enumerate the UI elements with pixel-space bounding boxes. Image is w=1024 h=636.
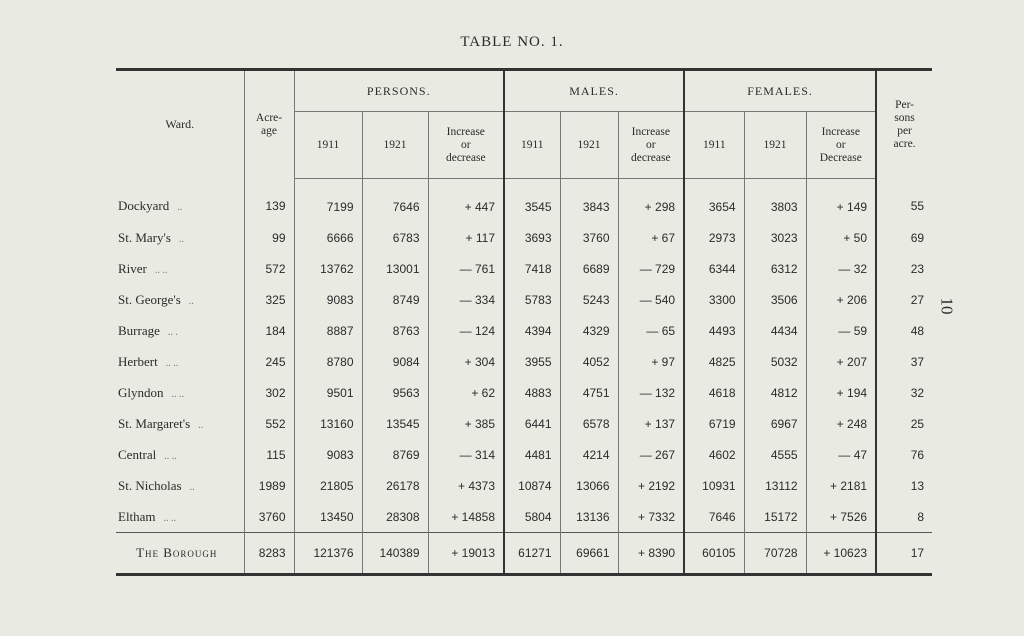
cell-ppa: 32 bbox=[876, 377, 932, 408]
cell-m1911: 5804 bbox=[504, 501, 560, 533]
cell-finc: + 7526 bbox=[806, 501, 876, 533]
cell-f1911: 7646 bbox=[684, 501, 744, 533]
cell-p1921: 13001 bbox=[362, 253, 428, 284]
cell-p1921: 13545 bbox=[362, 408, 428, 439]
cell-acreage: 8283 bbox=[244, 533, 294, 575]
header-females-change: Increase or Decrease bbox=[806, 112, 876, 179]
cell-f1921: 4812 bbox=[744, 377, 806, 408]
cell-acreage: 245 bbox=[244, 346, 294, 377]
cell-m1921: 4214 bbox=[560, 439, 618, 470]
cell-minc: + 137 bbox=[618, 408, 684, 439]
cell-f1921: 70728 bbox=[744, 533, 806, 575]
leader-dots: .. .. bbox=[164, 450, 177, 462]
cell-ppa: 23 bbox=[876, 253, 932, 284]
cell-p1911: 9083 bbox=[294, 284, 362, 315]
cell-ppa: 25 bbox=[876, 408, 932, 439]
cell-acreage: 3760 bbox=[244, 501, 294, 533]
cell-finc: + 206 bbox=[806, 284, 876, 315]
cell-p1921: 9084 bbox=[362, 346, 428, 377]
cell-acreage: 115 bbox=[244, 439, 294, 470]
ward-cell bbox=[116, 533, 244, 575]
cell-finc: + 248 bbox=[806, 408, 876, 439]
header-males-1911: 1911 bbox=[504, 112, 560, 179]
header-acreage: Acre- age bbox=[244, 70, 294, 179]
cell-pinc: + 4373 bbox=[428, 470, 504, 501]
ward-name: St. George's bbox=[118, 291, 181, 307]
cell-p1911: 121376 bbox=[294, 533, 362, 575]
cell-pinc: + 117 bbox=[428, 222, 504, 253]
header-males-1921: 1921 bbox=[560, 112, 618, 179]
leader-dots: .. .. bbox=[154, 264, 168, 276]
cell-f1911: 4825 bbox=[684, 346, 744, 377]
table-row-total bbox=[116, 533, 932, 575]
cell-f1921: 3023 bbox=[744, 222, 806, 253]
cell-m1921: 3760 bbox=[560, 222, 618, 253]
ward-name: St. Mary's bbox=[118, 229, 171, 245]
cell-pinc: + 447 bbox=[428, 179, 504, 223]
cell-p1911: 21805 bbox=[294, 470, 362, 501]
header-ward: Ward. bbox=[165, 117, 195, 132]
cell-p1921: 6783 bbox=[362, 222, 428, 253]
cell-f1921: 13112 bbox=[744, 470, 806, 501]
header-males-change: Increase or decrease bbox=[618, 112, 684, 179]
cell-finc: — 59 bbox=[806, 315, 876, 346]
cell-m1911: 5783 bbox=[504, 284, 560, 315]
cell-m1911: 3545 bbox=[504, 179, 560, 223]
ward-name: Glyndon bbox=[118, 384, 164, 400]
ward-cell bbox=[116, 284, 244, 315]
population-table bbox=[116, 68, 932, 576]
cell-m1921: 4329 bbox=[560, 315, 618, 346]
cell-ppa: 27 bbox=[876, 284, 932, 315]
cell-m1911: 3955 bbox=[504, 346, 560, 377]
cell-acreage: 139 bbox=[244, 179, 294, 223]
cell-p1921: 9563 bbox=[362, 377, 428, 408]
cell-f1911: 3300 bbox=[684, 284, 744, 315]
cell-f1911: 2973 bbox=[684, 222, 744, 253]
cell-f1921: 15172 bbox=[744, 501, 806, 533]
cell-m1911: 3693 bbox=[504, 222, 560, 253]
table-row bbox=[116, 179, 932, 223]
ward-cell bbox=[116, 253, 244, 284]
cell-m1921: 3843 bbox=[560, 179, 618, 223]
cell-acreage: 99 bbox=[244, 222, 294, 253]
table-row bbox=[116, 253, 932, 284]
cell-pinc: — 314 bbox=[428, 439, 504, 470]
cell-minc: + 8390 bbox=[618, 533, 684, 575]
ward-cell bbox=[116, 501, 244, 533]
cell-minc: — 267 bbox=[618, 439, 684, 470]
leader-dots: .. bbox=[178, 233, 184, 245]
ward-name: St. Nicholas bbox=[118, 477, 182, 493]
page-number: 10 bbox=[937, 297, 957, 315]
cell-finc: + 10623 bbox=[806, 533, 876, 575]
cell-p1921: 28308 bbox=[362, 501, 428, 533]
cell-acreage: 325 bbox=[244, 284, 294, 315]
ward-cell bbox=[116, 408, 244, 439]
cell-p1921: 8769 bbox=[362, 439, 428, 470]
cell-finc: — 47 bbox=[806, 439, 876, 470]
cell-pinc: + 14858 bbox=[428, 501, 504, 533]
cell-minc: — 132 bbox=[618, 377, 684, 408]
ward-name: Burrage bbox=[118, 322, 160, 338]
cell-ppa: 55 bbox=[876, 179, 932, 223]
header-males: MALES. bbox=[504, 70, 684, 112]
cell-m1911: 4481 bbox=[504, 439, 560, 470]
cell-f1911: 3654 bbox=[684, 179, 744, 223]
table-row bbox=[116, 377, 932, 408]
cell-m1921: 69661 bbox=[560, 533, 618, 575]
ward-name: Herbert bbox=[118, 353, 158, 369]
ward-cell bbox=[116, 315, 244, 346]
cell-minc: + 67 bbox=[618, 222, 684, 253]
header-females-1911: 1911 bbox=[684, 112, 744, 179]
cell-f1921: 3803 bbox=[744, 179, 806, 223]
cell-f1921: 4434 bbox=[744, 315, 806, 346]
table-title: TABLE NO. 1. bbox=[460, 34, 564, 50]
cell-p1921: 26178 bbox=[362, 470, 428, 501]
cell-p1911: 9083 bbox=[294, 439, 362, 470]
cell-acreage: 552 bbox=[244, 408, 294, 439]
table-row bbox=[116, 408, 932, 439]
cell-p1911: 13450 bbox=[294, 501, 362, 533]
cell-m1911: 61271 bbox=[504, 533, 560, 575]
ward-name: The Borough bbox=[136, 545, 218, 560]
table-row bbox=[116, 439, 932, 470]
cell-p1921: 8749 bbox=[362, 284, 428, 315]
cell-finc: — 32 bbox=[806, 253, 876, 284]
header-females: FEMALES. bbox=[684, 70, 876, 112]
cell-p1911: 8887 bbox=[294, 315, 362, 346]
leader-dots: .. bbox=[188, 295, 194, 307]
header-females-1921: 1921 bbox=[744, 112, 806, 179]
cell-minc: + 97 bbox=[618, 346, 684, 377]
cell-p1921: 8763 bbox=[362, 315, 428, 346]
table-row bbox=[116, 346, 932, 377]
ward-name: St. Margaret's bbox=[118, 415, 191, 431]
cell-f1921: 4555 bbox=[744, 439, 806, 470]
cell-acreage: 302 bbox=[244, 377, 294, 408]
cell-pinc: — 124 bbox=[428, 315, 504, 346]
cell-m1921: 4751 bbox=[560, 377, 618, 408]
leader-dots: .. .. bbox=[165, 357, 179, 369]
leader-dots: .. bbox=[189, 481, 195, 493]
cell-m1921: 5243 bbox=[560, 284, 618, 315]
header-persons-1921: 1921 bbox=[362, 112, 428, 179]
cell-m1921: 4052 bbox=[560, 346, 618, 377]
ward-cell bbox=[116, 439, 244, 470]
cell-f1921: 5032 bbox=[744, 346, 806, 377]
cell-f1911: 4618 bbox=[684, 377, 744, 408]
cell-pinc: + 19013 bbox=[428, 533, 504, 575]
cell-p1911: 8780 bbox=[294, 346, 362, 377]
cell-f1921: 6967 bbox=[744, 408, 806, 439]
cell-m1911: 6441 bbox=[504, 408, 560, 439]
cell-m1921: 6578 bbox=[560, 408, 618, 439]
cell-minc: — 540 bbox=[618, 284, 684, 315]
cell-ppa: 69 bbox=[876, 222, 932, 253]
ward-cell bbox=[116, 179, 244, 223]
leader-dots: .. . bbox=[167, 326, 178, 338]
cell-ppa: 13 bbox=[876, 470, 932, 501]
cell-f1911: 6344 bbox=[684, 253, 744, 284]
cell-ppa: 8 bbox=[876, 501, 932, 533]
header-persons: PERSONS. bbox=[294, 70, 504, 112]
cell-acreage: 1989 bbox=[244, 470, 294, 501]
cell-pinc: + 385 bbox=[428, 408, 504, 439]
cell-p1911: 13160 bbox=[294, 408, 362, 439]
cell-p1911: 6666 bbox=[294, 222, 362, 253]
cell-finc: + 149 bbox=[806, 179, 876, 223]
cell-pinc: + 62 bbox=[428, 377, 504, 408]
header-persons-change: Increase or decrease bbox=[428, 112, 504, 179]
cell-finc: + 207 bbox=[806, 346, 876, 377]
cell-minc: — 729 bbox=[618, 253, 684, 284]
cell-p1921: 7646 bbox=[362, 179, 428, 223]
table-row bbox=[116, 284, 932, 315]
cell-acreage: 572 bbox=[244, 253, 294, 284]
ward-name: Eltham bbox=[118, 508, 156, 524]
cell-p1911: 9501 bbox=[294, 377, 362, 408]
cell-f1921: 3506 bbox=[744, 284, 806, 315]
cell-m1911: 4883 bbox=[504, 377, 560, 408]
ward-cell bbox=[116, 346, 244, 377]
leader-dots: .. bbox=[198, 419, 204, 431]
cell-m1921: 13066 bbox=[560, 470, 618, 501]
cell-finc: + 2181 bbox=[806, 470, 876, 501]
cell-finc: + 194 bbox=[806, 377, 876, 408]
cell-m1921: 13136 bbox=[560, 501, 618, 533]
table-row bbox=[116, 222, 932, 253]
cell-m1921: 6689 bbox=[560, 253, 618, 284]
cell-f1911: 10931 bbox=[684, 470, 744, 501]
cell-p1911: 13762 bbox=[294, 253, 362, 284]
ward-cell bbox=[116, 222, 244, 253]
cell-pinc: — 334 bbox=[428, 284, 504, 315]
cell-m1911: 10874 bbox=[504, 470, 560, 501]
table-row bbox=[116, 315, 932, 346]
cell-ppa: 17 bbox=[876, 533, 932, 575]
table-row bbox=[116, 501, 932, 533]
header-persons-1911: 1911 bbox=[294, 112, 362, 179]
cell-f1911: 4602 bbox=[684, 439, 744, 470]
leader-dots: .. .. bbox=[163, 512, 177, 524]
cell-finc: + 50 bbox=[806, 222, 876, 253]
ward-name: Dockyard bbox=[118, 198, 170, 214]
leader-dots: .. .. bbox=[171, 388, 184, 400]
cell-m1911: 4394 bbox=[504, 315, 560, 346]
cell-pinc: — 761 bbox=[428, 253, 504, 284]
cell-minc: — 65 bbox=[618, 315, 684, 346]
cell-ppa: 48 bbox=[876, 315, 932, 346]
ward-cell bbox=[116, 377, 244, 408]
cell-minc: + 298 bbox=[618, 179, 684, 223]
cell-acreage: 184 bbox=[244, 315, 294, 346]
cell-f1911: 6719 bbox=[684, 408, 744, 439]
ward-name: Central bbox=[118, 446, 157, 462]
leader-dots: .. bbox=[177, 202, 183, 214]
cell-p1911: 7199 bbox=[294, 179, 362, 223]
table-row bbox=[116, 470, 932, 501]
cell-f1921: 6312 bbox=[744, 253, 806, 284]
cell-ppa: 37 bbox=[876, 346, 932, 377]
cell-minc: + 7332 bbox=[618, 501, 684, 533]
table-body bbox=[116, 179, 932, 575]
ward-name: River bbox=[118, 260, 147, 276]
ward-cell bbox=[116, 470, 244, 501]
cell-minc: + 2192 bbox=[618, 470, 684, 501]
cell-m1911: 7418 bbox=[504, 253, 560, 284]
cell-p1921: 140389 bbox=[362, 533, 428, 575]
cell-ppa: 76 bbox=[876, 439, 932, 470]
cell-f1911: 60105 bbox=[684, 533, 744, 575]
cell-f1911: 4493 bbox=[684, 315, 744, 346]
header-persons-per-acre: Per- sons per acre. bbox=[876, 70, 932, 179]
cell-pinc: + 304 bbox=[428, 346, 504, 377]
